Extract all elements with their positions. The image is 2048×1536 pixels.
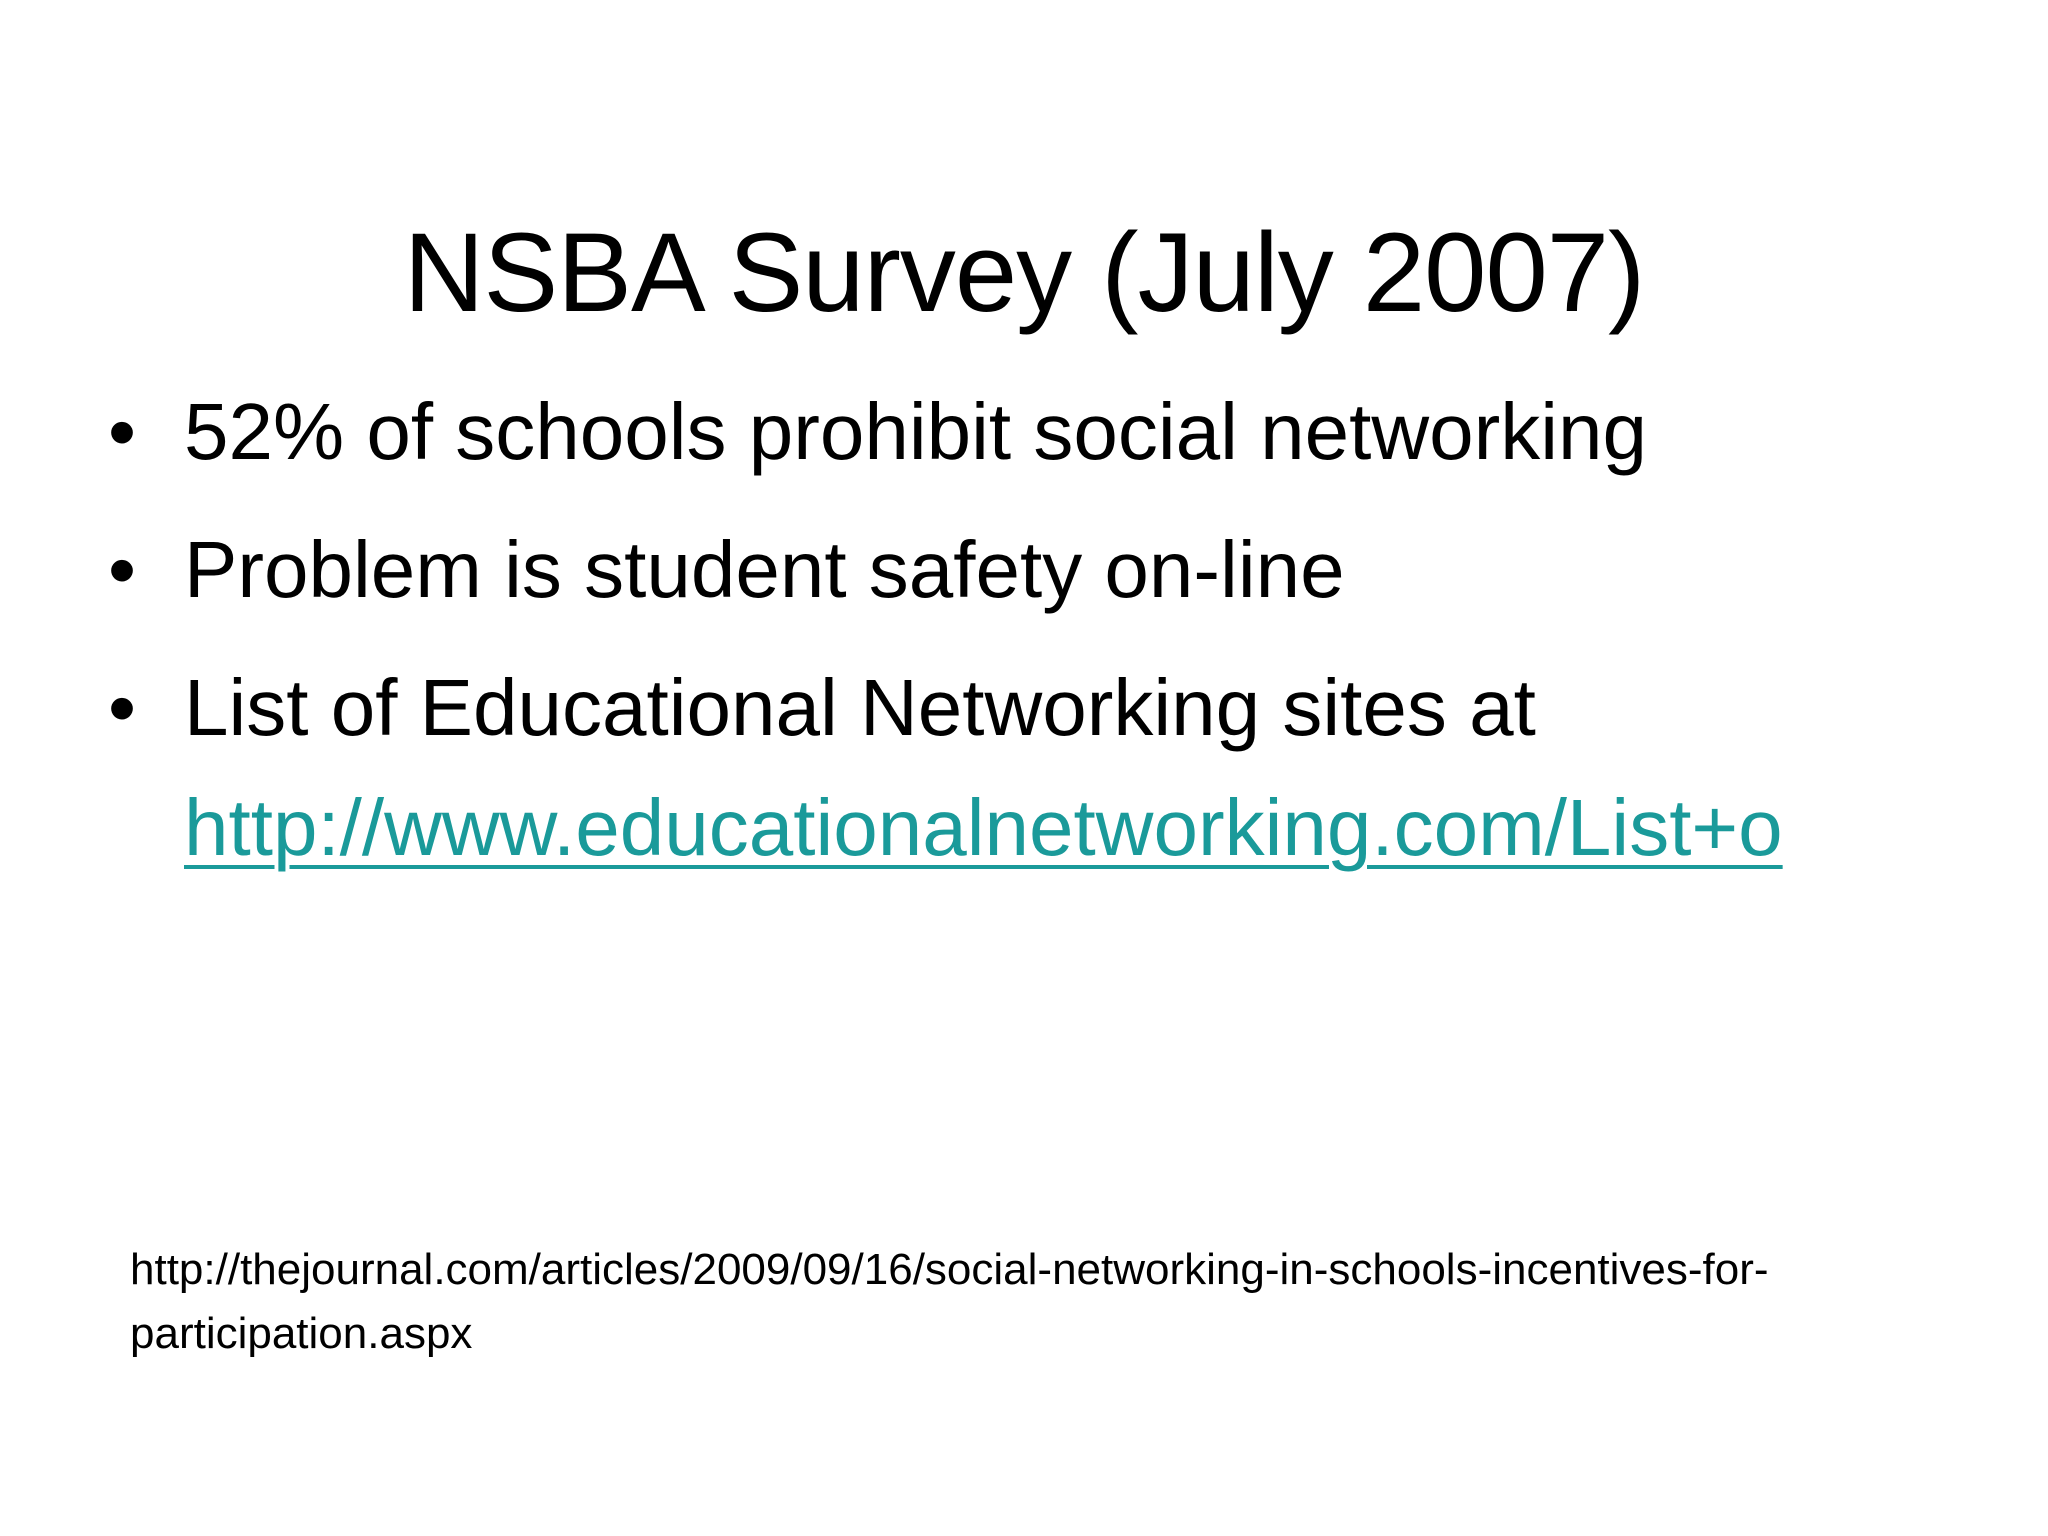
source-citation [130, 1238, 1990, 1366]
educational-networking-link[interactable]: http://www.educationalnetworking.com/List+o [184, 783, 1783, 872]
bullet-item [108, 648, 2008, 888]
bullet-item [108, 372, 2008, 492]
bullet-text: 52% of schools prohibit social networking [184, 387, 1648, 476]
bullet-dot-icon: • [108, 663, 137, 752]
source-citation-line-2: participation.aspx [130, 1309, 473, 1358]
bullet-dot-icon: • [108, 387, 137, 476]
bullet-item [108, 510, 2008, 630]
bullet-list [108, 372, 2008, 906]
bullet-dot-icon: • [108, 525, 137, 614]
bullet-text: Problem is student safety on-line [184, 525, 1345, 614]
source-citation-line-1: http://thejournal.com/articles/2009/09/16/social-networking-in-schools-incentives-for- [130, 1245, 1769, 1294]
bullet-text: List of Educational Networking sites at [184, 663, 1536, 752]
slide-title: NSBA Survey (July 2007) [403, 210, 1645, 336]
